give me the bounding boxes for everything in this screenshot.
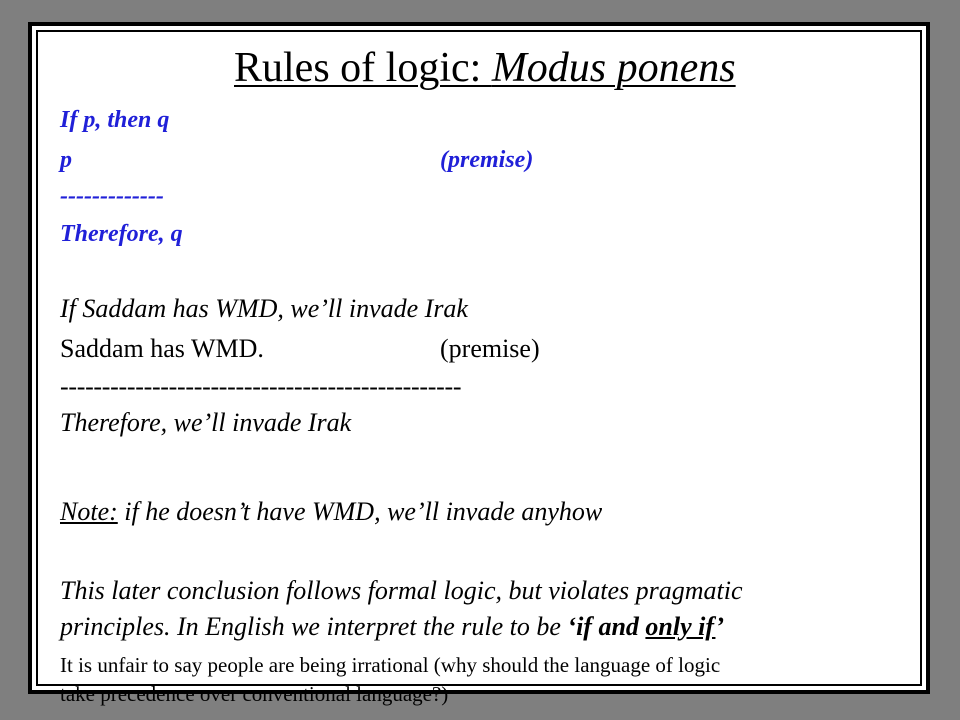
paragraph-quote-open: ‘if and — [567, 612, 646, 641]
example-line1: If Saddam has WMD, we’ll invade Irak — [60, 294, 468, 323]
note-label: Note: — [60, 497, 118, 526]
note-line — [60, 497, 602, 527]
example-line2-left: Saddam has WMD. — [60, 334, 264, 363]
paragraph-line2 — [60, 612, 724, 642]
paragraph-only-if: only if — [645, 612, 716, 641]
schema-separator: ------------- — [60, 183, 164, 209]
paragraph-line2-prefix: principles. In English we interpret the rule to be — [60, 612, 568, 641]
schema-conclusion: Therefore, q — [60, 221, 183, 247]
example-line2-right: (premise) — [440, 334, 540, 363]
footer-line2: take precedence over conventional language?) — [60, 682, 449, 706]
example-conclusion: Therefore, we’ll invade Irak — [60, 408, 352, 437]
slide-title — [234, 44, 736, 92]
paragraph-line1: This later conclusion follows formal logic, but violates pragmatic — [60, 576, 743, 605]
title-italic: Modus ponens — [491, 45, 736, 91]
title-prefix: Rules of logic: — [234, 45, 492, 91]
schema-line2-right: (premise) — [440, 147, 534, 173]
note-text: if he doesn’t have WMD, we’ll invade anyhow — [117, 497, 603, 526]
paragraph-quote-close: ’ — [715, 612, 725, 641]
schema-line1: If p, then q — [60, 107, 170, 133]
footer-line1: It is unfair to say people are being irrational (why should the language of logic — [60, 653, 721, 677]
example-separator: ------------------------------------------------ — [60, 372, 462, 401]
schema-line2-left: p — [60, 147, 72, 173]
